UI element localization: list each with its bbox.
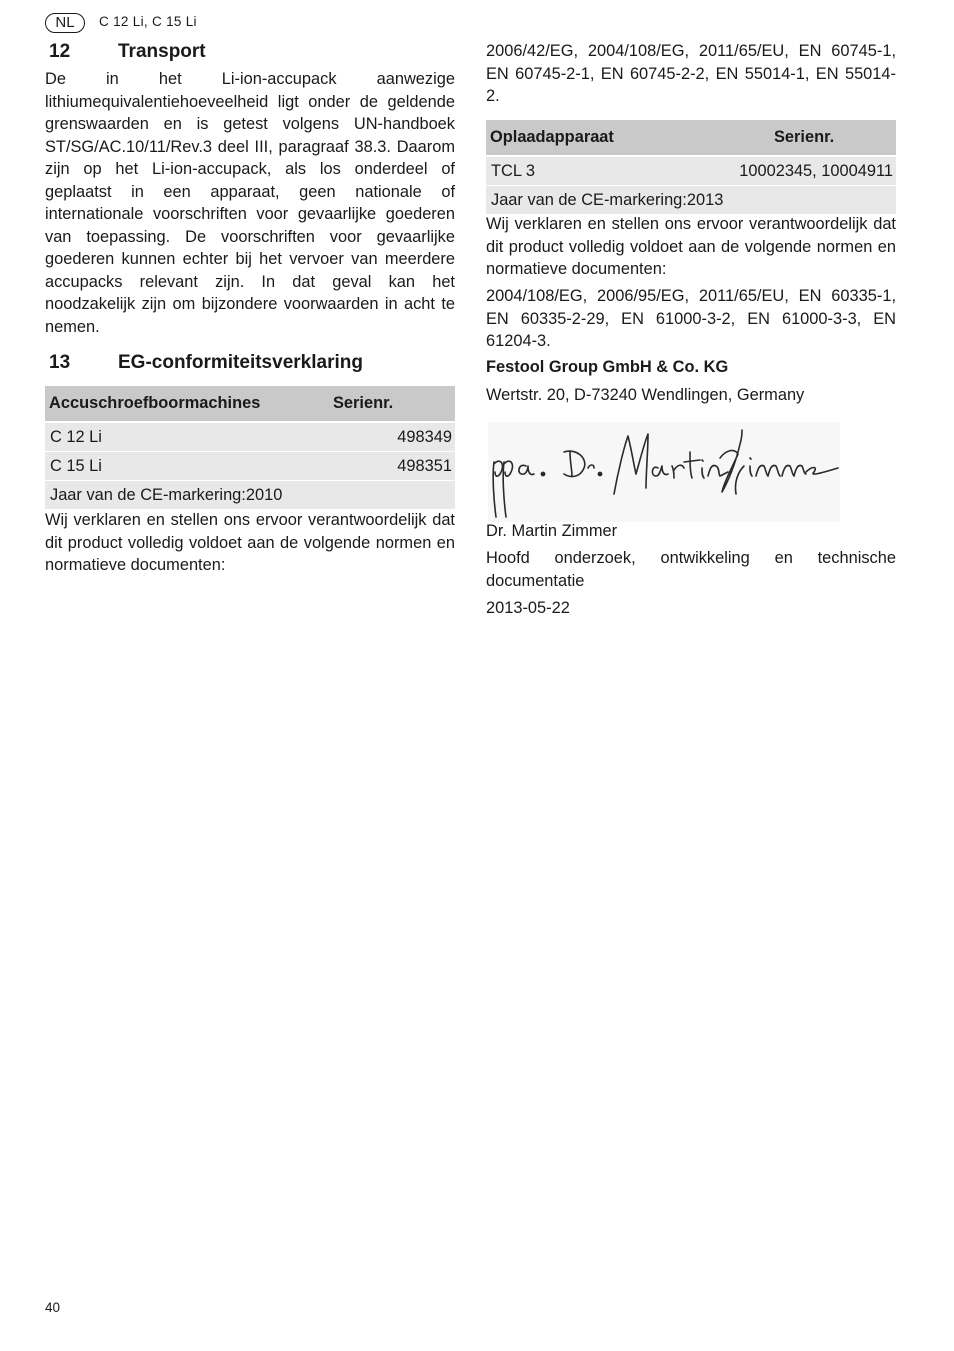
- page-number: 40: [45, 1300, 61, 1315]
- norms-paragraph-1: 2006/42/EG, 2004/108/EG, 2011/65/EU, EN 60745-1, EN 60745-2-1, EN 60745-2-2, EN 55014-1, EN 55014-2.: [486, 42, 896, 105]
- product-name: C 12 Li: [50, 428, 102, 446]
- charger-table-header: [486, 120, 896, 155]
- serial-number: 10002345, 10004911: [739, 162, 893, 180]
- declaration-paragraph-2: Wij verklaren en stellen ons ervoor verantwoordelijk dat dit product volledig voldoet aan de volgende normen en normatieve documenten:: [486, 215, 896, 278]
- section-12-title: Transport: [118, 41, 206, 62]
- language-badge: NL: [45, 13, 85, 33]
- model-header: C 12 Li, C 15 Li: [99, 14, 197, 29]
- norms-paragraph-2: 2004/108/EG, 2006/95/EG, 2011/65/EU, EN 60335-1, EN 60335-2-29, EN 61000-3-2, EN 61000-3-3, EN 61204-3.: [486, 287, 896, 350]
- tools-table-col-serial: Serienr.: [333, 394, 394, 412]
- tools-table-col-product: Accuschroefboormachines: [49, 394, 261, 412]
- serial-number: 498351: [397, 457, 452, 475]
- product-name: C 15 Li: [50, 457, 102, 475]
- section-12-heading: [45, 41, 455, 63]
- company-address: Wertstr. 20, D-73240 Wendlingen, Germany: [486, 386, 805, 404]
- section-13-heading: [45, 352, 455, 374]
- signer-name: Dr. Martin Zimmer: [486, 522, 618, 540]
- charger-table-col-product: Oplaadapparaat: [490, 128, 614, 146]
- ce-year-text: Jaar van de CE-markering:2010: [50, 486, 283, 504]
- serial-number: 498349: [397, 428, 452, 446]
- tools-table-header: [45, 386, 455, 421]
- declaration-paragraph-1: Wij verklaren en stellen ons ervoor verantwoordelijk dat dit product volledig voldoet aan de volgende normen en normatieve documenten:: [45, 511, 455, 574]
- table-row: [45, 452, 455, 480]
- charger-table: [486, 120, 896, 214]
- ce-year-text: Jaar van de CE-markering:2013: [491, 191, 724, 209]
- section-12-number: 12: [49, 41, 71, 62]
- signer-role: Hoofd onderzoek, ontwikkeling en technische documentatie: [486, 549, 896, 590]
- company-name: Festool Group GmbH & Co. KG: [486, 358, 729, 376]
- table-row-ce-year: [45, 481, 455, 509]
- transport-paragraph: De in het Li-ion-accupack aanwezige lithiumequivalentiehoeveelheid ligt onder de geldende grenswaarden en is getest volgens UN-handboek ST/SG/AC.10/11/Rev.3 deel III, paragraaf 38.3. Daarom zijn op het Li-ion-accupack, als los onderdeel of geplaatst in een apparaat, geen nationale of internationale voorschriften voor gevaarlijke goederen van toepassing. De voorschriften voor gevaarlijke goederen kunnen echter bij het vervoer van meerdere accupacks relevant zijn. In dat geval kan het noodzakelijk zijn om bijzondere voorwaarden in acht te nemen.: [45, 70, 455, 336]
- product-name: TCL 3: [491, 162, 536, 180]
- charger-table-col-serial: Serienr.: [774, 128, 835, 146]
- table-row-ce-year: [486, 186, 896, 214]
- section-13-number: 13: [49, 352, 71, 373]
- handwritten-signature: [488, 422, 840, 522]
- tools-table: [45, 386, 455, 509]
- table-row: [486, 157, 896, 185]
- signature-date: 2013-05-22: [486, 599, 570, 617]
- table-row: [45, 423, 455, 451]
- section-13-title: EG-conformiteitsverklaring: [118, 352, 363, 373]
